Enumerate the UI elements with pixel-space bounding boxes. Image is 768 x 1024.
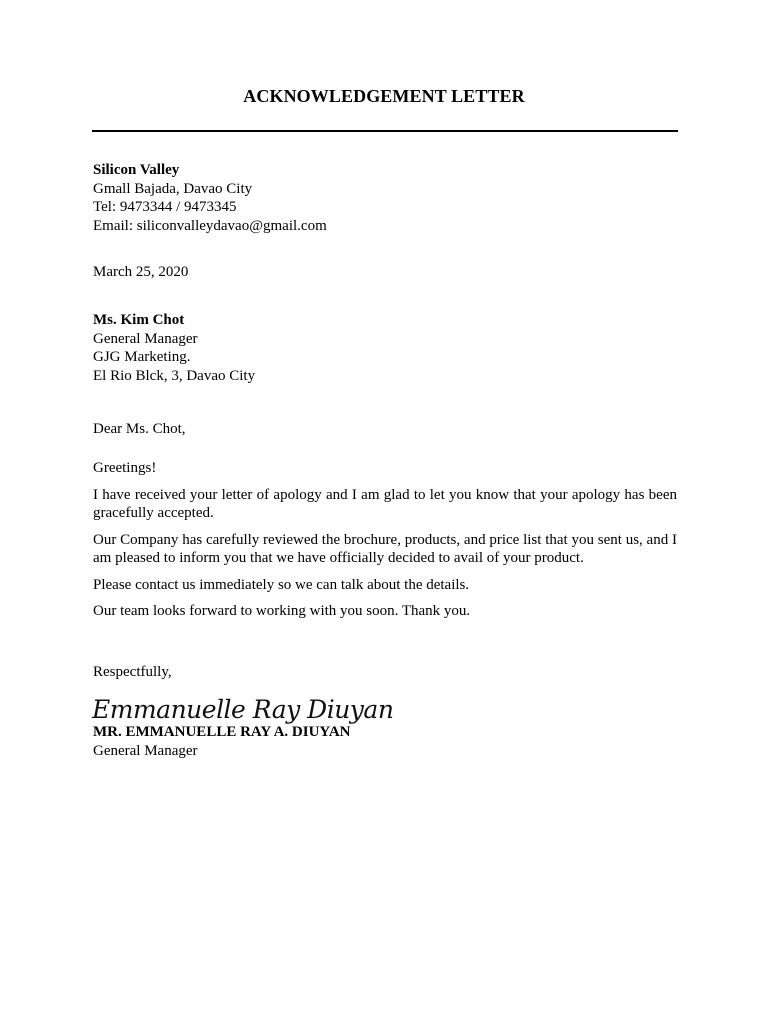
letter-date: [93, 263, 677, 282]
recipient-block: [93, 311, 677, 385]
sender-tel: Tel: 9473344 / 9473345: [93, 199, 237, 215]
letter-title: ACKNOWLEDGEMENT LETTER: [243, 86, 525, 106]
recipient-address: El Rio Blck, 3, Davao City: [93, 367, 256, 384]
sender-address: Gmall Bajada, Davao City: [93, 180, 253, 197]
handwritten-signature: Emmanuelle Ray Diuyan: [92, 695, 394, 724]
recipient-title: General Manager: [93, 330, 198, 347]
body-paragraph: Our Company has carefully reviewed the brochure, products, and price list that you sent us, and I am pleased to inform you that we have officially decided to avail of your product.: [93, 531, 677, 566]
sender-email: Email: siliconvalleydavao@gmail.com: [93, 217, 327, 234]
recipient-company: GJG Marketing.: [93, 349, 191, 365]
recipient-name: Ms. Kim Chot: [93, 312, 185, 328]
closing: [93, 663, 677, 682]
salutation: [93, 420, 677, 439]
letter-body: [93, 459, 677, 629]
sender-block: [93, 161, 677, 235]
signer-block: [93, 723, 677, 760]
date-text: March 25, 2020: [93, 264, 189, 280]
signer-title: General Manager: [93, 742, 198, 759]
title-divider: [92, 130, 678, 132]
closing-text: Respectfully,: [93, 664, 172, 680]
signer-name: MR. EMMANUELLE RAY A. DIUYAN: [93, 724, 351, 740]
body-paragraph: Greetings!: [93, 460, 157, 476]
sender-name: Silicon Valley: [93, 162, 180, 178]
body-paragraph: I have received your letter of apology and I am glad to let you know that your apology has been gracefully accepted.: [93, 486, 677, 521]
body-paragraph: Our team looks forward to working with you soon. Thank you.: [93, 603, 471, 619]
body-paragraph: Please contact us immediately so we can talk about the details.: [93, 576, 470, 593]
salutation-text: Dear Ms. Chot,: [93, 421, 186, 437]
